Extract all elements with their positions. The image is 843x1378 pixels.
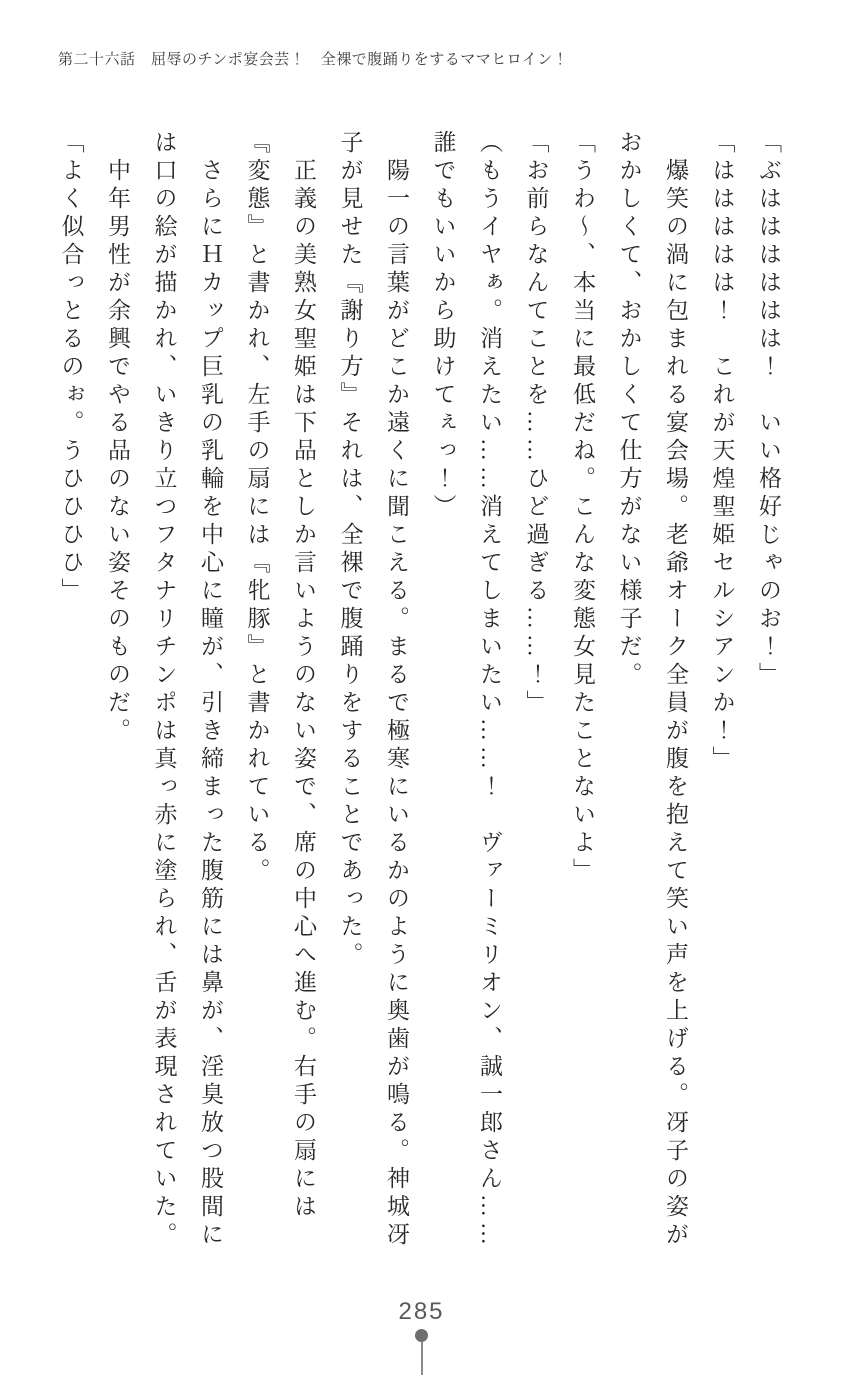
page-footer <box>0 1300 843 1375</box>
body-text <box>47 130 791 1250</box>
page-ornament-dot <box>415 1329 428 1342</box>
page-number: 285 <box>398 1298 445 1325</box>
paragraph: 爆笑の渦に包まれる宴会場。老爺オーク全員が腹を抱えて笑い声を上げる。冴子の姿がおかしくて、おかしくて仕方がない様子だ。 <box>616 130 688 1250</box>
paragraph: 「よく似合っとるのぉ。うひひひひ」 <box>58 130 84 606</box>
paragraph: 「うわ～、本当に最低だね。こんな変態女見たことないよ」 <box>570 130 595 886</box>
paragraph: さらにＨカップ巨乳の乳輪を中心に瞳が、引き締まった腹筋には鼻が、淫臭放つ股間には口の絵が描かれ、いきり立つフタナリチンポは真っ赤に塗られ、舌が表現されていた。 <box>151 130 223 1250</box>
paragraph: 正義の美熟女聖姫は下品としか言いようのない姿で、席の中心へ進む。右手の扇には『変態』と書かれ、左手の扇には『牝豚』と書かれている。 <box>244 130 316 1222</box>
paragraph: 中年男性が余興でやる品のない姿そのものだ。 <box>105 158 130 746</box>
page-ornament-line <box>421 1342 423 1375</box>
paragraph: 「ぶはははははは！ いい格好じゃのお！」 <box>756 130 781 690</box>
paragraph: 「お前らなんてことを……ひど過ぎる……！」 <box>523 130 549 718</box>
paragraph: 「ははははは！ これが天煌聖姫セルシアンか！」 <box>709 130 735 774</box>
chapter-title: 第二十六話 屈辱のチンポ宴会芸！ 全裸で腹踊りをするママヒロイン！ <box>58 52 569 68</box>
paragraph: （もうイヤぁ。消えたい……消えてしまいたい……！ ヴァーミリオン、誠一郎さん……誰でもいいから助けてぇっ！） <box>430 130 502 1250</box>
paragraph: 陽一の言葉がどこか遠くに聞こえる。まるで極寒にいるかのように奥歯が鳴る。神城冴子が見せた『謝り方』それは、全裸で腹踊りをすることであった。 <box>337 130 409 1250</box>
